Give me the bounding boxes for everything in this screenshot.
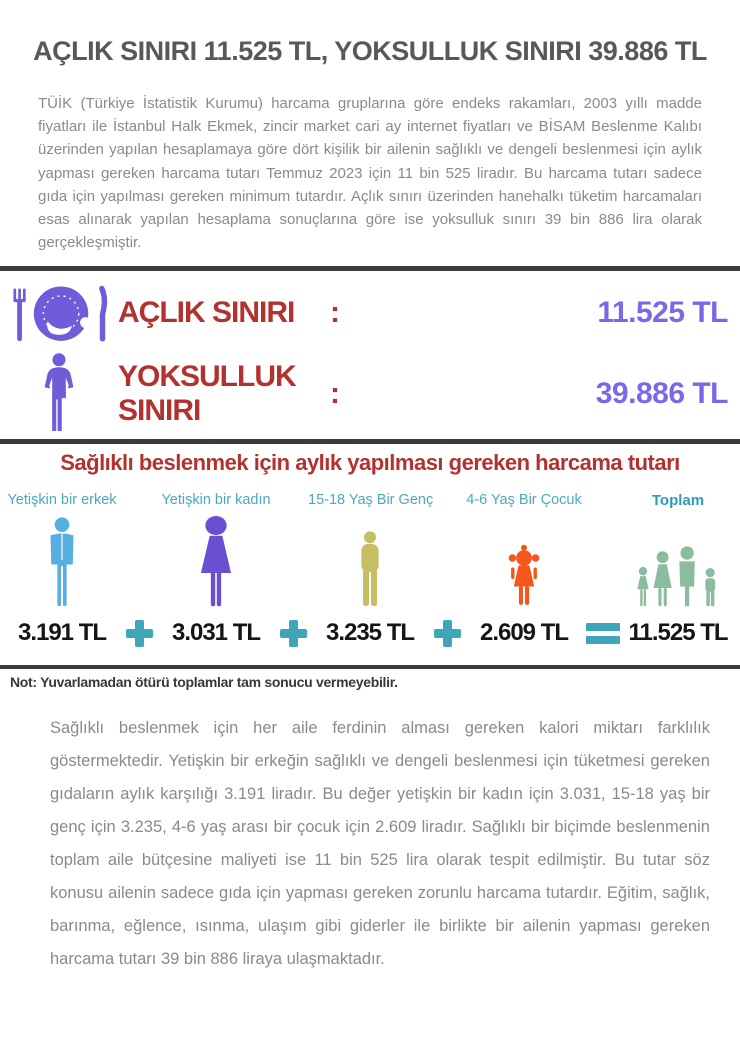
hunger-threshold-colon: : — [330, 296, 340, 329]
poverty-threshold-row — [0, 350, 740, 438]
adult-woman-icon — [154, 509, 278, 611]
page-title: AÇLIK SINIRI 11.525 TL, YOKSULLUK SINIRI 39.886 TL — [33, 36, 707, 66]
amount-teen: 3.235 TL — [325, 619, 415, 646]
amount-man: 3.191 TL — [17, 619, 107, 646]
poverty-threshold-colon: : — [330, 377, 340, 410]
teen-icon — [308, 509, 432, 611]
breakdown-grid — [0, 486, 740, 655]
column-label-woman: Yetişkin bir kadın — [161, 492, 271, 508]
poverty-threshold-value: 39.886 TL — [595, 377, 728, 410]
amount-woman: 3.031 TL — [171, 619, 261, 646]
child-icon — [462, 509, 586, 611]
divider-top — [0, 266, 740, 271]
thresholds-section — [0, 276, 740, 438]
adult-man-icon — [0, 509, 124, 611]
amount-total: 11.525 TL — [628, 619, 728, 646]
column-label-total: Toplam — [651, 492, 705, 509]
breakdown-title: Sağlıklı beslenmek için aylık yapılması gereken harcama tutarı — [60, 450, 680, 475]
plus-icon — [126, 620, 153, 647]
column-label-man: Yetişkin bir erkek — [7, 492, 117, 508]
poverty-threshold-label: YOKSULLUK SINIRI — [118, 360, 296, 427]
rounding-note: Not: Yuvarlamadan ötürü toplamlar tam sonucu vermeyebilir. — [10, 674, 398, 690]
plus-icon — [280, 620, 307, 647]
intro-paragraph: TÜİK (Türkiye İstatistik Kurumu) harcama gruplarına göre endeks rakamları, 2003 yıllı madde fiyatları ile İstanbul Halk Ekmek, zincir market cari ay internet fiyatları ve BİSAM Beslenme Kalıbı üzerinden yapılan hesaplamaya göre dört kişilik bir ailenin sağlıklı ve dengeli beslenmesi için aylık yapması gereken harcama tutarı Temmuz 2023 için 11 bin 525 liradır. Bu harcama tutarı sadece gıda için yapılması gereken minimum tutardır. Açlık sınırı üzerinden hanehalkı tüketim harcamaları esas alınarak yapılan hesaplama sonuçlarına göre ise yoksulluk sınırı 39 bin 886 lira olarak gerçekleşmiştir. — [38, 95, 702, 252]
hunger-threshold-label: AÇLIK SINIRI — [118, 296, 295, 329]
divider-middle — [0, 439, 740, 444]
plate-fork-knife-icon — [0, 279, 118, 347]
divider-bottom — [0, 665, 740, 669]
family-icon — [616, 509, 740, 611]
equals-icon — [586, 623, 616, 644]
body-paragraph: Sağlıklı beslenmek için her aile ferdinin alması gereken kalori miktarı farklılık göstermektedir. Yetişkin bir erkeğin sağlıklı ve dengeli beslenmesi için tüketmesi gereken gıdaların aylık karşılığı 3.191 liradır. Bu değer yetişkin bir kadın için 3.031, 15-18 yaş bir genç için 3.235, 4-6 yaş arası bir çocuk için 2.609 liradır. Sağlıklı bir biçimde beslenmenin toplam aile bütçesine maliyeti ise 11 bin 525 lira olarak tespit edilmiştir. Bu tutar söz konusu ailenin sadece gıda için yapması gereken zorunlu harcama tutardır. Eğitim, sağlık, barınma, eğlence, ısınma, ulaşım gibi giderler ile birlikte bir ailenin yapması gereken harcama tutarı 39 bin 886 liraya ulaşmaktadır. — [50, 719, 710, 968]
hunger-threshold-value: 11.525 TL — [597, 296, 728, 329]
column-label-teen: 15-18 Yaş Bir Genç — [308, 492, 434, 508]
plus-icon — [434, 620, 461, 647]
amount-child: 2.609 TL — [479, 619, 569, 646]
hunger-threshold-row — [0, 276, 740, 350]
breakdown-section — [0, 450, 740, 655]
column-label-child: 4-6 Yaş Bir Çocuk — [466, 492, 582, 508]
person-icon — [0, 352, 118, 436]
